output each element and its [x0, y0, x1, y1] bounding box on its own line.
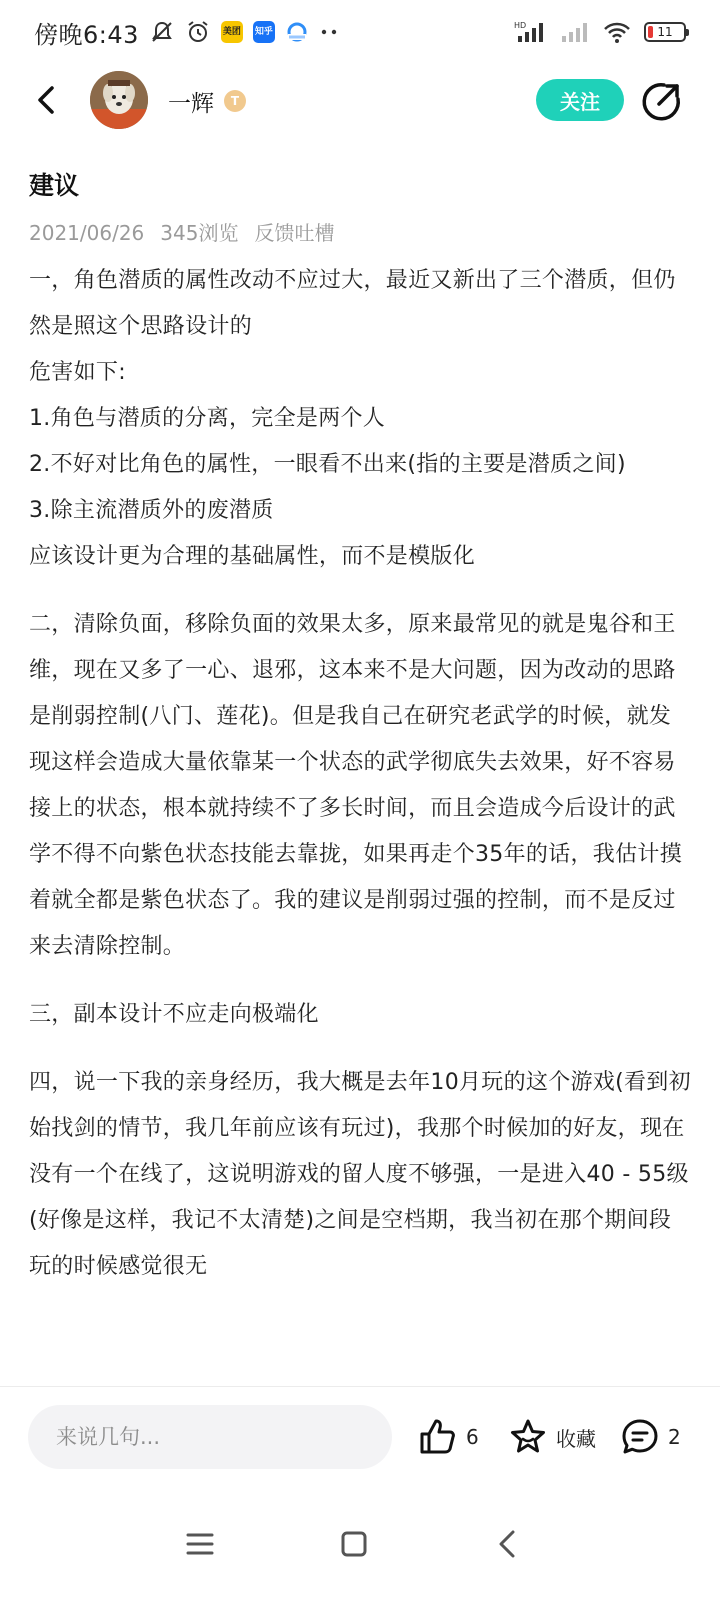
- favorite-button[interactable]: [508, 1417, 596, 1457]
- bottom-action-bar: [0, 1386, 720, 1488]
- post-title: 建议: [29, 171, 80, 200]
- follow-button[interactable]: 关注: [536, 79, 624, 121]
- chevron-left-icon: [488, 1524, 528, 1564]
- post-paragraph: 应该设计更为合理的基础属性，而不是模版化: [29, 544, 476, 569]
- system-navigation-bar: [0, 1488, 720, 1600]
- comment-input[interactable]: [28, 1405, 392, 1469]
- alarm-icon: [185, 19, 211, 45]
- post-paragraph: 二，清除负面，移除负面的效果太多，原来最常见的就是鬼谷和王维，现在又多了一心、退邪，这本来不是大问题，因为改动的思路是削弱控制(八门、莲花)。但是我自己在研究老武学的时候，就发现这样会造成大量依靠某一个状态的武学彻底失去效果，好不容易接上的状态，根本就持续不了多长时间，而且会造成今后设计的武学不得不向紫色状态技能去靠拢，如果再走个35年的话，我估计摸着就全都是紫色状态了。我的建议是削弱过强的控制，而不是反过来去清除控制。: [29, 612, 682, 959]
- star-icon: [508, 1417, 548, 1457]
- back-arrow-icon: [30, 82, 66, 118]
- system-back-button[interactable]: [488, 1524, 528, 1564]
- like-button[interactable]: [418, 1417, 479, 1457]
- post-paragraph: 2.不好对比角色的属性，一眼看不出来(指的主要是潜质之间): [29, 452, 626, 477]
- post-paragraph: 三，副本设计不应走向极端化: [29, 1002, 319, 1027]
- home-square-icon: [334, 1524, 374, 1564]
- signal-weak-icon: [560, 20, 590, 44]
- post-paragraph: 3.除主流潜质外的废潜质: [29, 498, 274, 523]
- author-level-badge: T: [224, 90, 246, 112]
- status-right: [514, 20, 686, 44]
- home-button[interactable]: [334, 1524, 374, 1564]
- post-paragraph: 1.角色与潜质的分离，完全是两个人: [29, 406, 386, 431]
- favorite-label: 收藏: [556, 1426, 596, 1451]
- status-left: [34, 15, 341, 50]
- svg-text:HD: HD: [514, 21, 527, 30]
- comment-bubble-icon: [620, 1417, 660, 1457]
- more-notifications-icon: [319, 28, 341, 36]
- recent-apps-button[interactable]: [180, 1524, 220, 1564]
- cloud-app-icon: [285, 20, 309, 44]
- meituan-app-icon: 美团: [221, 21, 243, 43]
- share-button[interactable]: [642, 81, 682, 121]
- author-avatar[interactable]: [90, 71, 148, 129]
- share-icon: [642, 81, 682, 121]
- like-count: 6: [466, 1425, 479, 1449]
- author-name[interactable]: 一辉: [168, 91, 214, 117]
- status-bar: [0, 0, 720, 64]
- comments-button[interactable]: [620, 1417, 681, 1457]
- post-meta: [29, 218, 693, 248]
- battery-level: 11: [657, 25, 673, 39]
- wifi-icon: [602, 20, 632, 44]
- post-header: [0, 68, 720, 132]
- post-paragraph: 四，说一下我的亲身经历，我大概是去年10月玩的这个游戏(看到初始找剑的情节，我几年前应该有玩过)，我那个时候加的好友，现在没有一个在线了，这说明游戏的留人度不够强，一是进入40 - 55级(好像是这样，我记不太清楚)之间是空档期，我当初在那个期间段玩的时候感觉很无: [29, 1070, 691, 1279]
- post-article: [29, 166, 693, 1290]
- post-views: 345浏览: [160, 221, 239, 245]
- menu-icon: [180, 1524, 220, 1564]
- battery-icon: [644, 22, 686, 42]
- back-button[interactable]: [30, 82, 66, 118]
- comment-count: 2: [668, 1425, 681, 1449]
- post-category[interactable]: 反馈吐槽: [254, 221, 335, 245]
- zhihu-app-icon: 知乎: [253, 21, 275, 43]
- signal-hd-icon: [514, 20, 548, 44]
- mute-icon: [149, 19, 175, 45]
- status-time: 傍晚6:43: [34, 20, 139, 49]
- post-body: [29, 258, 693, 1290]
- post-paragraph: 危害如下:: [29, 360, 126, 385]
- post-date: 2021/06/26: [29, 221, 145, 245]
- thumbs-up-icon: [418, 1417, 458, 1457]
- post-paragraph: 一，角色潜质的属性改动不应过大，最近又新出了三个潜质，但仍然是照这个思路设计的: [29, 268, 676, 339]
- dog-avatar-icon: [90, 71, 148, 129]
